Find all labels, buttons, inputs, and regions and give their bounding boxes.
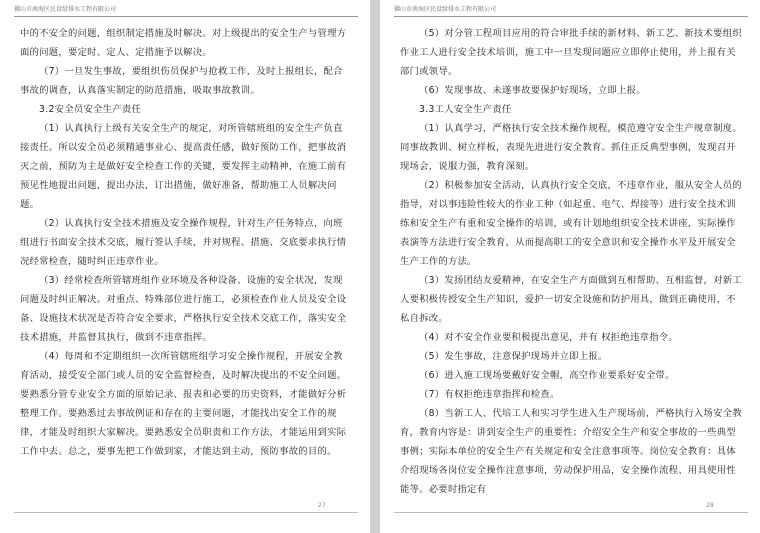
section-heading: 3.2安全员安全生产责任 [39,104,142,115]
paragraph: （3）发扬团结友爱精神，在安全生产方面做到互相帮助、互相监督，对新工人要积极传授安全生产知识，爱护一切安全设施和防护用具，做到正确使用，不私自拆改。 [400,275,742,324]
paragraph: （8）当新工人、代培工人和实习学生进入生产现场前，严格执行入场安全教育，教育内容是：讲到安全生产的重要性；介绍安全生产和安全事故的一些典型事例；实际本单位的安全生产有关规定和安全注意事项等。岗位安全教育：具体介绍现场各岗位安全操作注意事项，劳动保护用品，安全操作流程、用具使用性能等。必要时指定有 [400,408,742,495]
paragraph: （1）认真学习，严格执行安全技术操作规程，模范遵守安全生产规章制度。同事故教训、树立样板，表现先进进行安全教育。抓住正反典型事例，发现召开现场会，说服力强，教育深刻。 [400,123,742,172]
page-gutter [370,0,380,533]
paragraph: 中的不安全的问题，组织制定措施及时解决。对上级提出的安全生产与管理方面的问题，要定时、定人、定措施予以解决。 [20,28,347,58]
paragraph: （6）发现事故、未遂事故要保护好现场，立即上报。 [419,85,646,96]
page-number: 28 [706,502,714,509]
section-heading: 3.3工人安全生产责任 [419,104,512,115]
page-number: 27 [318,502,326,509]
page-header: 佛山市南海区民设给排水工程有限公司 [14,6,358,17]
paragraph: （7）有权拒绝违章指挥和检查。 [419,389,560,400]
page-body [400,24,742,499]
paragraph: （7）一旦发生事故，要组织伤员保护与抢救工作，及时上报组长，配合事故的调查，认真落实制定的防范措施，吸取事故教训。 [20,66,343,96]
document-page-right [380,0,760,533]
paragraph: （4）对不安全作业要积极提出意见，并有 权拒绝违章指令。 [419,332,678,343]
paragraph: （5）发生事故，注意保护现场并立即上报。 [419,351,608,362]
paragraph: （2）积极参加安全活动，认真执行安全交底，不违章作业，服从安全人员的指导，对以事违险性较大的作业工种（如起重、电气、焊接等）进行安全技术训练和安全生产有重和安全操作的培训，或有计划地组织安全技术讲座，实际操作表演等方法进行安全教育，从而提高职工的安全意识和安全操作水平及开展安全生产工作的方法。 [400,180,742,267]
footer-divider [394,512,748,513]
page-body [20,24,352,461]
page-header: 佛山市南海区民设给排水工程有限公司 [394,6,748,17]
paragraph: （3）经常检查所管辖班组作业环境及各种设备、设施的安全状况，发现问题及时纠正解决。对重点、特殊部位进行施工，必须检查作业人员及安全设备、设施技术状况是否符合安全要求，严格执行安全技术交底工作，落实安全技术措施，并监督其执行，做到不违章指挥。 [20,275,347,343]
paragraph: （4）每周和不定期组织一次所管辖班组学习安全操作规程，开展安全教育活动，接受安全部门或人员的安全监督检查，及时解决提出的不安全问题。要熟悉分管专业安全方面的原始记录、报表和必要的历史资料，才能做好分析整理工作。要熟悉过去事故例证和存在的主要问题，才能找出安全工作的规律，才能及时组织大家解决。要熟悉安全员职责和工作方法，才能运用到实际工作中去。总之，要事先把工作做到家，才能达到主动，预防事故的目的。 [20,351,347,457]
footer-divider [14,512,358,513]
paragraph: （6）进入施工现场要戴好安全帽，高空作业要系好安全带。 [419,370,675,381]
paragraph: （1）认真执行上级有关安全生产的规定，对所管辖班组的安全生产负直接责任。所以安全员必须精通事业心、提高责任感，做好预防工作，把事故消灭之前，预防为主是做好安全检查工作的关键，要发挥主动精神，在施工前有预见性地提出问题，提出办法，订出措施，做好准备，帮助施工人员解决问题。 [20,123,347,210]
paragraph: （2）认真执行安全技术措施及安全操作规程，针对生产任务特点，向班组进行书面安全技术交底，履行签认手续，并对规程、措施、交底要求执行情况经常检查，随时纠正违章作业。 [20,218,347,267]
paragraph: （5）对分管工程项目应用的符合审批手续的新材料、新工艺、新技术要组织作业工人进行安全技术培训，施工中一旦发现问题应立即停止使用，并上报有关部门或领导。 [400,28,742,77]
document-page-left [0,0,370,533]
